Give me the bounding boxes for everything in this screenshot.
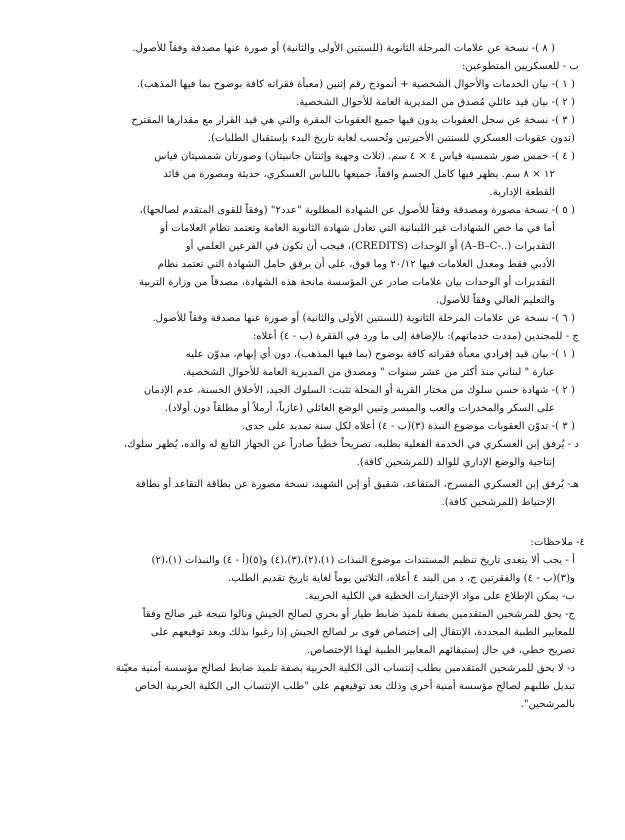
section-b-heading: ب - للعسكريين المتطوعين: [462, 61, 579, 72]
section-d-line2: إنتاجية والوضع الإداري للوالد (للمرشحين كافة). [356, 457, 555, 468]
item-b2: ( ٢ )- بيان قيد عائلي مُصدق من المديرية العامة للأحوال الشخصية. [296, 97, 575, 108]
note-c-line1: ج- يحق للمرشحين المتقدمين بصفة تلميذ ضابط طيار أو بحري لصالح الجيش ونالوا نتيجة غير صالح وفقاً [142, 609, 575, 620]
item-c3: ( ٣ )- تدوّن العقوبات موضوع النبذة (٣)(ب - ٤) أعلاه لكل سنة تمديد على حدى. [241, 421, 575, 432]
note-c-line2: للمعايير الطبية المحددة، الإنتقال إلى إختصاص قوى بر لصالح الجيش إذا رغبوا بذلك وبعد توقيعهم على [150, 627, 575, 638]
item-b6: ( ٦ )- نسخة عن علامات المرحلة الثانوية (للسنتين الأولى والثانية) أو صورة عنها مصدقة وفقاً للأصول. [152, 313, 575, 324]
note-b: ب- يمكن الإطلاع على مواد الإختبارات الخطية في الكلية الحربية. [305, 591, 575, 602]
note-d-line2: تبديل طلبهم لصالح مؤسسة أمنية أخرى وذلك بعد توقيعهم على "طلب الإنتساب الى الكلية الحربية الخاص [134, 681, 575, 692]
requirements-section [48, 40, 585, 512]
item-b5-line2: أما في ما خص الشهادات غير اللبنانية التي تعادل شهادة الثانوية العامة وتعتمد نظام العلامات أو [160, 223, 555, 234]
section-e-line1: هـ- يُرفق إبن العسكري المسرح، المتقاعد، شقيق أو إبن الشهيد، نسخة مصورة عن بطاقة التقاعد أو بطاقة [135, 479, 579, 490]
item-c1-line2: عبارة " لبناني منذ أكثر من عشر سنوات " ومصدق من المديرية العامة للأحوال الشخصية. [182, 367, 555, 378]
note-a-line1: أ - يجب ألا يتعدى تاريخ تنظيم المستندات موضوع النبذات (١)،(٢)،(٣)،(٤) و(٥)(أ - ٤) والنبذات (١)،(٢) [151, 555, 575, 566]
section-c-heading: ج - للمجندين (مددت خدماتهم): بالإضافة إلى ما ورد في الفقرة (ب - ٤) أعلاه: [252, 331, 579, 342]
item-b1: ( ١ )- بيان الخدمات والأحوال الشخصية + أنموذج رقم إثنين (معبأة فقراته كافة بوضوح بما فيها المذهب). [136, 79, 575, 90]
notes-section [48, 534, 585, 714]
notes-heading: ٤- ملاحظات: [530, 537, 585, 548]
item-b4-line1: ( ٤ )- خمس صور شمسية قياس ٤ × ٤ سم. (ثلاث وجهية وإثنتان جانبيتان) وصورتان شمسيتان قياس [154, 151, 575, 162]
item-c2-line2: على السكر والمخدرات والعب والميسر وتبين الوضع العائلي (عازباً، أرملاً أو مطلقاً دون أولاد). [164, 403, 555, 414]
note-d-line3: بالمرشحين". [520, 699, 575, 710]
item-b5-line6: والتعليم العالي وفقاً للأصول. [435, 295, 555, 306]
item-b3-line2: (تدون عقوبات العسكري للسنتين الأخيرتين وتُحسب لغاية تاريخ البدء بإستقبال الطلبات). [207, 133, 575, 144]
note-a-line2: و(٣)(ب - ٤) والفقرتين ج، د من البند ٤ أعلاه، الثلاثين يوماً لغاية تاريخ تقديم الطلب. [228, 573, 575, 584]
item-b5-line4: الأدبي فقط ومعدل العلامات فيها ٢٠/١٢ وما فوق، على أن يرفق حامل الشهادة التي تعتمد نظام [157, 259, 555, 270]
item-b5-line5: التقديرات أو الوحدات بيان علامات صادر عن المؤسسة مانحة هذه الشهادة، مصدقاً من وزارة التربية [139, 277, 555, 288]
item-a8: ( ٨ )- نسخة عن علامات المرحلة الثانوية (للسنتين الأولى والثانية) أو صورة عنها مصدقة وفقاً للأصول. [132, 43, 555, 54]
item-c2-line1: ( ٢ )- شهادة حسن سلوك من مختار القرية أو المحلة تثبت: السلوك الجيد، الأخلاق الحسنة، عدم الإدمان [143, 385, 575, 396]
section-e-line2: الإحتياط (للمرشحين كافة). [441, 497, 555, 508]
item-b5-line1: ( ٥ )- نسخة مصورة ومصدقة وفقاً للأصول عن الشهادة المطلوبة "عدد٢" (وفقاً للقوى المتقدم لصالحها)، [139, 205, 575, 216]
item-b4-line2: ١٢ × ٨ سم. يظهر فيها كامل الجسم واقفاً، جميعها باللباس العسكري، حديثة ومصورة من قائد [163, 169, 555, 180]
item-b5-line3: التقديرات (..-A–B–C) أو الوحدات (CREDITS)، فيجب أن تكون في الفرعين العلمي أو [185, 241, 555, 252]
note-c-line3: تصريح خطي، في حال إستيفائهم المعايير الطبية لهذا الإختصاص. [306, 645, 575, 656]
section-d-line1: د - يُرفق إبن العسكري في الخدمة الفعلية بطلبه، تصريحاً خطياً صادراً عن الجهاز التابع له والده، يُظهر سلوك، [124, 439, 579, 450]
item-c1-line1: ( ١ )- بيان قيد إفرادي معبأة فقراته كافة بوضوح (بما فيها المذهب)، دون أي إبهام، مدوّن عليه [185, 349, 575, 360]
item-b3-line1: ( ٣ )- نسخة عن سجل العقوبات يدون فيها جميع العقوبات المقرة والتي هي قيد القرار مع مقدارها المقترح [131, 115, 575, 126]
note-d-line1: د- لا يحق للمرشحين المتقدمين بطلب إنتساب الى الكلية الحربية بصفة تلميذ ضابط لصالح مؤسسة أمنية معيّنة [115, 663, 575, 674]
item-b4-line3: القطعة الإدارية. [489, 187, 555, 198]
